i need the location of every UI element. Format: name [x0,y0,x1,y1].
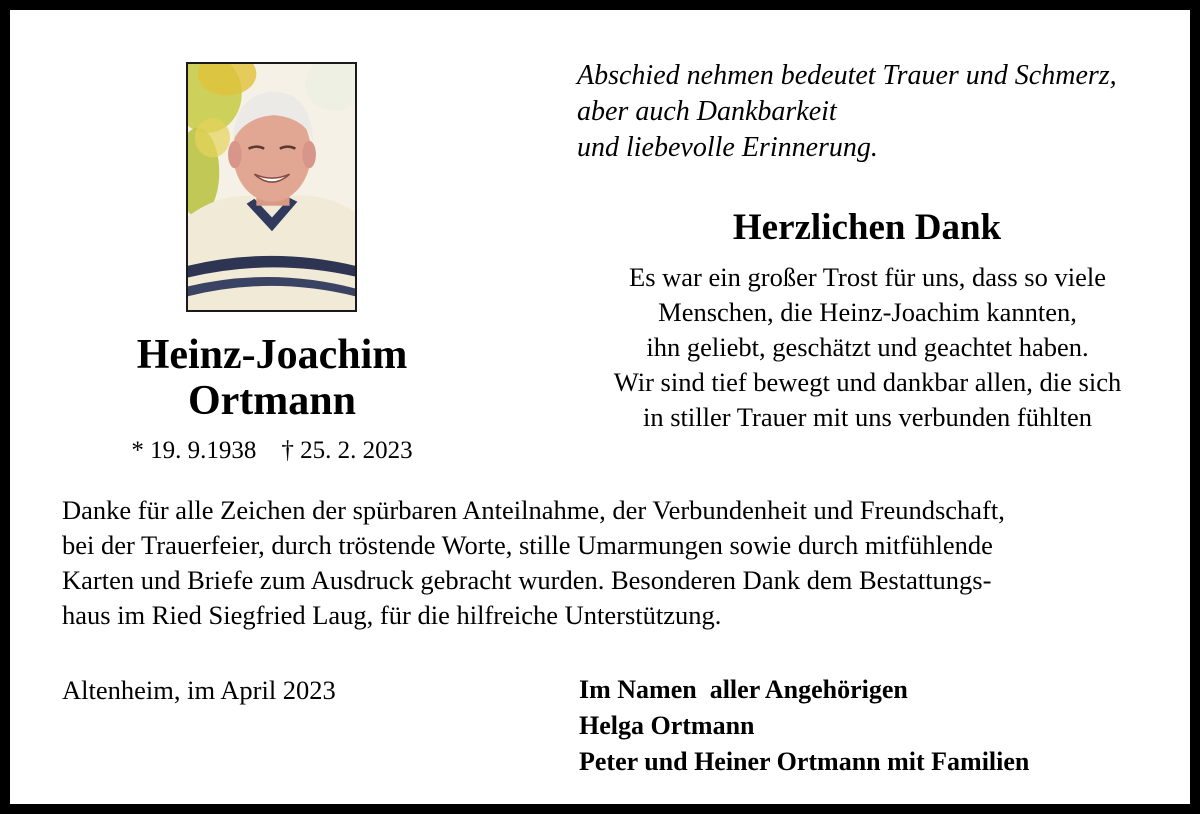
deceased-name [72,332,472,424]
gratitude-line: bei der Trauerfeier, durch tröstende Worte, stille Umarmungen sowie durch mitfühlende [62,530,993,560]
life-dates: * 19. 9.1938 † 25. 2. 2023 [131,437,413,464]
motto-line: aber auch Dankbarkeit [577,96,837,127]
thanks-paragraph [570,260,1165,435]
deceased-first-name: Heinz-Joachim [136,332,408,378]
thanks-line: in stiller Trauer mit uns verbunden fühlten [643,402,1092,432]
thanks-line: Es war ein großer Trost für uns, dass so viele [629,262,1106,292]
gratitude-line: Karten und Briefe zum Ausdruck gebracht wurden. Besonderen Dank dem Bestattungs- [62,565,992,595]
place-and-date: Altenheim, im April 2023 [62,675,336,705]
portrait-photo [186,62,357,312]
gratitude-line: haus im Ried Siegfried Laug, für die hilfreiche Unterstützung. [62,600,722,630]
gratitude-line: Danke für alle Zeichen der spürbaren Anteilnahme, der Verbundenheit und Freundschaft, [62,495,1005,525]
signature-line: Peter und Heiner Ortmann mit Familien [579,747,1030,776]
thanks-line: Wir sind tief bewegt und dankbar allen, die sich [613,367,1122,397]
motto-line: Abschied nehmen bedeutet Trauer und Schmerz, [577,60,1117,91]
signature-line: Helga Ortmann [579,711,755,740]
thanks-line: ihn geliebt, geschätzt und geachtet haben. [646,332,1089,362]
signature-block [579,672,1029,780]
signature-line: Im Namen aller Angehörigen [579,675,908,704]
motto-quote [577,58,1117,166]
thanks-line: Menschen, die Heinz-Joachim kannten, [658,297,1077,327]
motto-line: und liebevolle Erinnerung. [577,132,878,163]
deceased-last-name: Ortmann [188,378,356,424]
thanks-heading: Herzlichen Dank [732,207,1002,248]
gratitude-paragraph [62,493,1172,633]
